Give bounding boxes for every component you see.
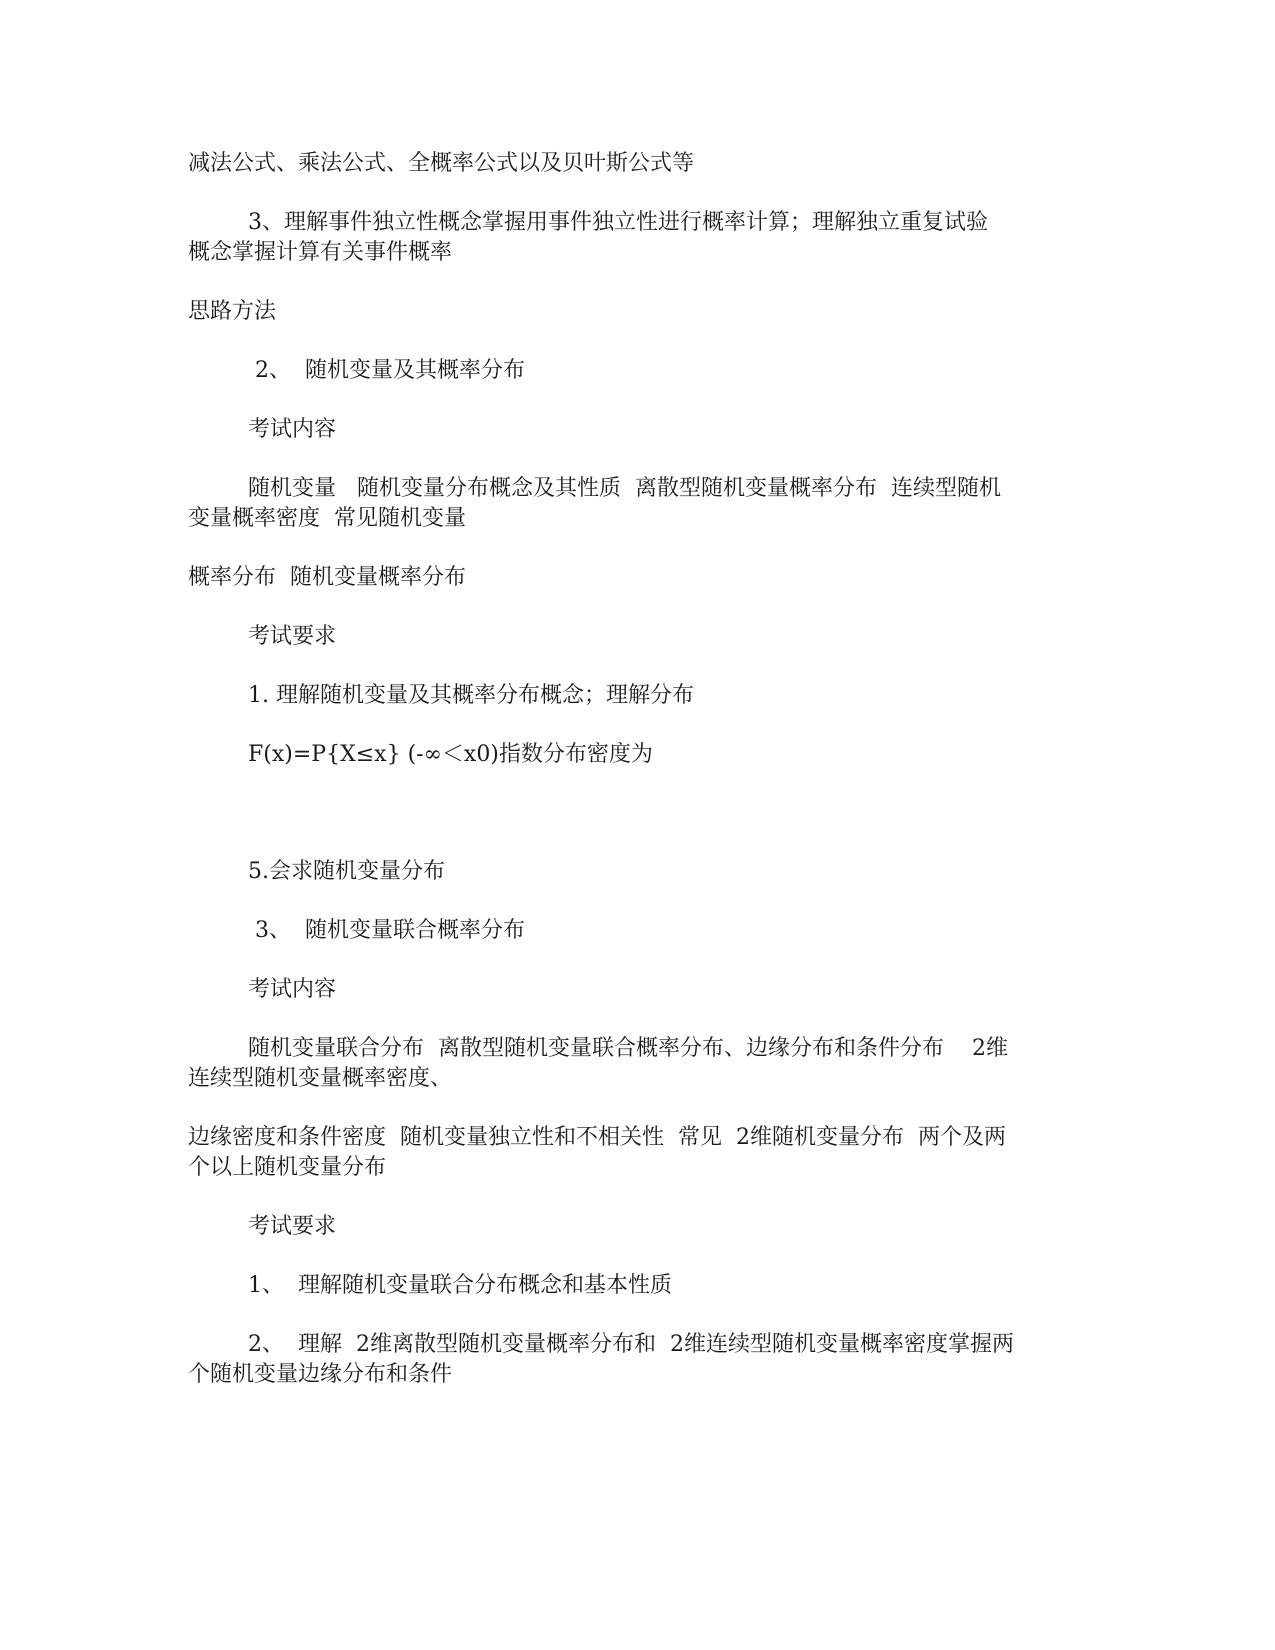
text-line: 减法公式、乘法公式、全概率公式以及贝叶斯公式等 xyxy=(188,151,695,176)
section-heading: 考试内容 xyxy=(248,417,337,442)
text-line: 个随机变量边缘分布和条件 xyxy=(188,1362,453,1387)
section-heading: 思路方法 xyxy=(188,299,277,324)
section-heading: 考试要求 xyxy=(248,1214,337,1239)
text-line: 边缘密度和条件密度 随机变量独立性和不相关性 常见 2维随机变量分布 两个及两 xyxy=(188,1125,1006,1150)
text-line: 2、 理解 2维离散型随机变量概率分布和 2维连续型随机变量概率密度掌握两 xyxy=(248,1332,1014,1357)
text-line: 5.会求随机变量分布 xyxy=(248,859,445,884)
text-line: 个以上随机变量分布 xyxy=(188,1155,387,1180)
section-heading: 2、 随机变量及其概率分布 xyxy=(248,358,525,383)
section-heading: 3、 随机变量联合概率分布 xyxy=(248,918,525,943)
text-line: 连续型随机变量概率密度、 xyxy=(188,1066,453,1091)
text-line: 1、 理解随机变量联合分布概念和基本性质 xyxy=(248,1273,672,1298)
formula-line: F(x)=P{X≤x} (-∞＜x0)指数分布密度为 xyxy=(248,742,653,767)
text-line: 概念掌握计算有关事件概率 xyxy=(188,240,453,265)
text-line: 1. 理解随机变量及其概率分布概念；理解分布 xyxy=(248,683,694,708)
text-line: 变量概率密度 常见随机变量 xyxy=(188,506,466,531)
section-heading: 考试要求 xyxy=(248,624,337,649)
text-line: 3、理解事件独立性概念掌握用事件独立性进行概率计算；理解独立重复试验 xyxy=(248,210,988,235)
text-line: 概率分布 随机变量概率分布 xyxy=(188,565,466,590)
section-heading: 考试内容 xyxy=(248,977,337,1002)
text-line: 随机变量 随机变量分布概念及其性质 离散型随机变量概率分布 连续型随机 xyxy=(248,476,1001,501)
text-line: 随机变量联合分布 离散型随机变量联合概率分布、边缘分布和条件分布 2维 xyxy=(248,1036,1008,1061)
